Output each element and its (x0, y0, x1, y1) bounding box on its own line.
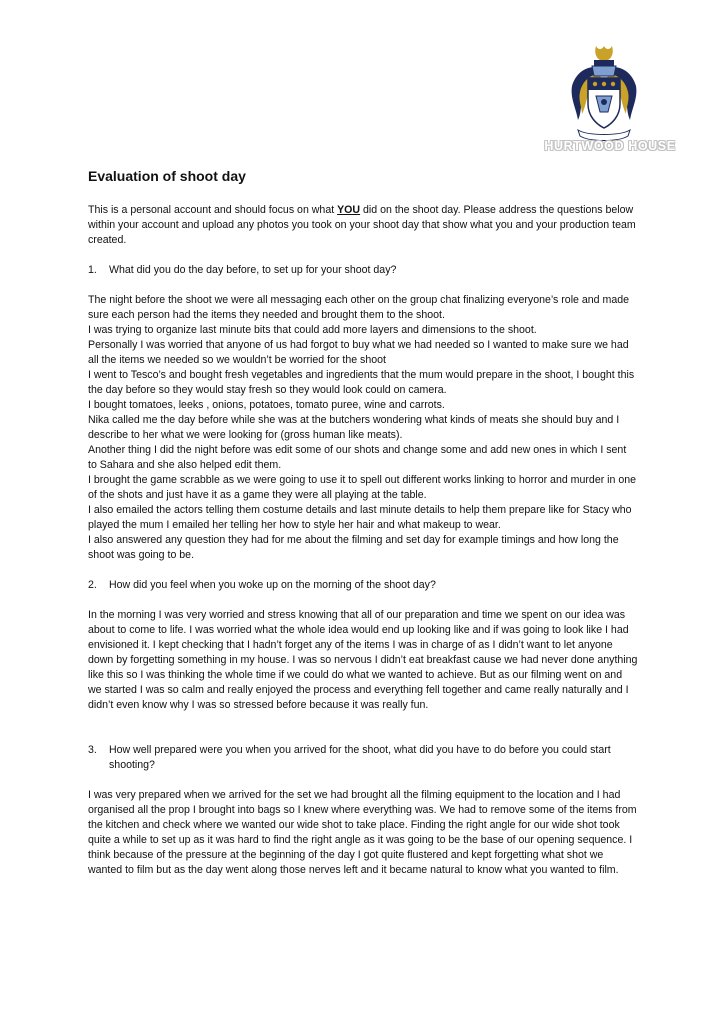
answer-line: I was trying to organize last minute bits that could add more layers and dimensions to the shoot. (88, 324, 537, 336)
school-crest-icon (566, 38, 642, 142)
document-body (88, 166, 638, 893)
question-number: 3. (88, 744, 97, 756)
school-name: HURTWOOD HOUSE (544, 139, 676, 153)
question-2 (88, 578, 638, 593)
answer-line: I also emailed the actors telling them costume details and last minute details to help them prepare like for Stacy who played the mum I emailed her telling her how to style her hair and what makeup to wear. (88, 504, 632, 531)
answer-2: In the morning I was very worried and stress knowing that all of our preparation and time we spent on our idea was about to come to life. I was worried what the whole idea would end up looking like and if was going to look like I had envisioned it. I kept checking that I hadn’t forget any of the items I was in charge of as I didn’t want to let anyone down by forgetting something in my house. I was so nervous I didn’t eat breakfast cause we had never done anything like this so I was thinking the whole time if we could do what we wanted to achieve. But as our filming went on and we started I was so calm and really enjoyed the process and everything fell together and came really naturally and I didn’t even know why I was so stressed before because it was really fun. (88, 609, 638, 711)
answer-3: I was very prepared when we arrived for the set we had brought all the filming equipment to the location and I had organised all the prop I brought into bags so I knew where everything was. We had to remove some of the items from the kitchen and check where we wanted our wide shot to take place. Finding the right angle for our wide shot took quite a while to set up as it was hard to find the right angle as it was going to be the base of our opening sequence. I think because of the pressure at the beginning of the day I got quite flustered and kept forgetting what shot we wanted to film but as the day went along those nerves left and it became natural to know what you wanted to film. (88, 789, 637, 876)
answer-line: I brought the game scrabble as we were going to use it to spell out different works linking to horror and murder in one of the shots and just have it as a game they were all playing at the table. (88, 474, 637, 501)
answer-1 (88, 293, 638, 563)
question-number: 2. (88, 579, 97, 591)
answer-line: Personally I was worried that anyone of us had forgot to buy what we had needed so I wanted to make sure we had all the items we needed so we wouldn’t be worried for the shoot (88, 339, 629, 366)
answer-line: I bought tomatoes, leeks , onions, potatoes, tomato puree, wine and carrots. (88, 399, 445, 411)
question-number: 1. (88, 264, 97, 276)
answer-line: The night before the shoot we were all messaging each other on the group chat finalizing everyone’s role and made sure each person had the items they needed and brought them to the shoot. (88, 294, 630, 321)
answer-line: I also answered any question they had for me about the filming and set day for example timings and how long the shoot was going to be. (88, 534, 619, 561)
intro-text-start: This is a personal account and should focus on what (88, 204, 338, 216)
question-text: What did you do the day before, to set up for your shoot day? (109, 264, 397, 276)
question-text: How well prepared were you when you arrived for the shoot, what did you have to do before you could start shooting? (109, 744, 611, 771)
answer-line: Another thing I did the night before was edit some of our shots and change some and add new ones in which I sent to Sahara and she also helped edit them. (88, 444, 627, 471)
intro-emphasis: YOU (337, 204, 361, 216)
question-1 (88, 263, 638, 278)
answer-line: Nika called me the day before while she was at the butchers wondering what kinds of meats she should buy and I describe to her what we were looking for (gross human like meats). (88, 414, 620, 441)
question-text: How did you feel when you woke up on the morning of the shoot day? (109, 579, 436, 591)
answer-line: I went to Tesco’s and bought fresh vegetables and ingredients that the mum would prepare in the shoot, I bought this the day before so they would stay fresh so they would look could on camera. (88, 369, 635, 396)
intro-paragraph (88, 203, 638, 248)
page-title: Evaluation of shoot day (88, 168, 246, 184)
question-3 (88, 743, 638, 773)
intro-text-end: did on the shoot day. Please address the questions below within your account and upload any photos you took on your shoot day that show what you and your production team created. (88, 204, 636, 246)
